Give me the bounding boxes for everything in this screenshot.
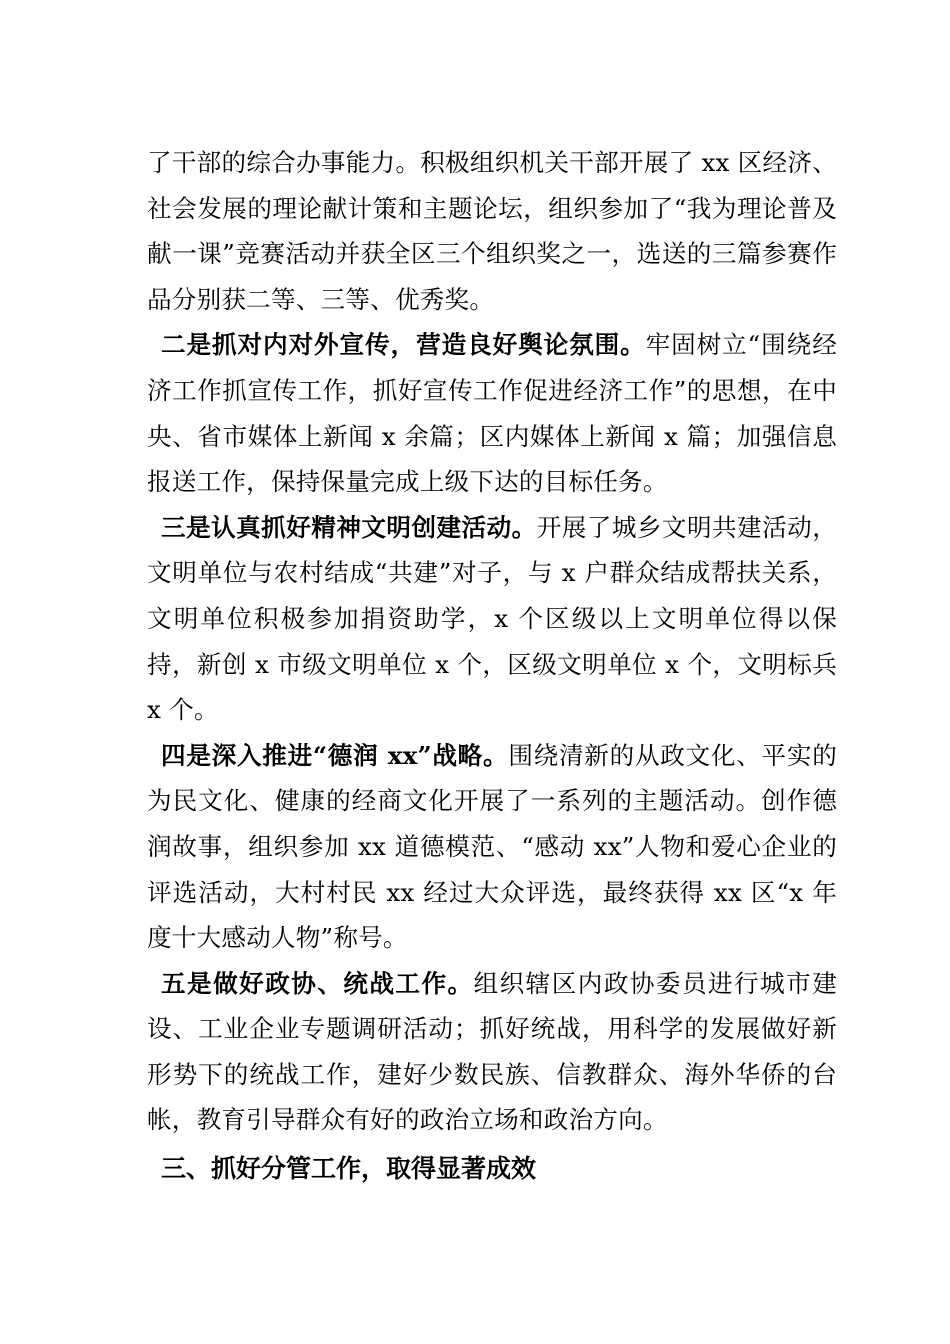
document-body: [147, 140, 837, 1193]
paragraph-continuation: [147, 140, 837, 322]
paragraph-body: 开展了城乡文明共建活动，文明单位与农村结成“共建”对子，与 x 户群众结成帮扶关系，文明单位积极参加捐资助学，x 个区级以上文明单位得以保持，新创 x 市级文明单位 x 个，区级文明单位 x 个，文明标兵 x 个。: [147, 512, 837, 725]
paragraph-lead: 二是抓对内对外宣传，营造良好舆论氛围。: [161, 330, 646, 360]
paragraph-body: 了干部的综合办事能力。积极组织机关干部开展了 xx 区经济、社会发展的理论献计策和主题论坛，组织参加了“我为理论普及献一课”竞赛活动并获全区三个组织奖之一，选送的三篇参赛作品分别获二等、三等、优秀奖。: [147, 148, 837, 314]
paragraph-lead: 五是做好政协、统战工作。: [161, 968, 474, 998]
paragraph-civilization: [147, 505, 837, 733]
paragraph-publicity: [147, 322, 837, 504]
paragraph-lead: 三是认真抓好精神文明创建活动。: [161, 512, 537, 542]
paragraph-cppcc-united-front: [147, 961, 837, 1143]
paragraph-body: 围绕清新的从政文化、平实的为民文化、健康的经商文化开展了一系列的主题活动。创作德润故事，组织参加 xx 道德模范、“感动 xx”人物和爱心企业的评选活动，大村村民 xx 经过大众评选，最终获得 xx 区“x 年度十大感动人物”称号。: [147, 740, 837, 953]
paragraph-body: 组织辖区内政协委员进行城市建设、工业企业专题调研活动；抓好统战，用科学的发展做好新形势下的统战工作，建好少数民族、信教群众、海外华侨的台帐，教育引导群众有好的政治立场和政治方向。: [147, 968, 837, 1135]
paragraph-lead: 四是深入推进“德润 xx”战略。: [161, 740, 509, 770]
paragraph-body: 牢固树立“围绕经济工作抓宣传工作，抓好宣传工作促进经济工作”的思想，在中央、省市媒体上新闻 x 余篇；区内媒体上新闻 x 篇；加强信息报送工作，保持保量完成上级下达的目标任务。: [147, 330, 837, 497]
paragraph-derun-strategy: [147, 733, 837, 961]
section-heading: 三、抓好分管工作，取得显著成效: [161, 1154, 537, 1184]
